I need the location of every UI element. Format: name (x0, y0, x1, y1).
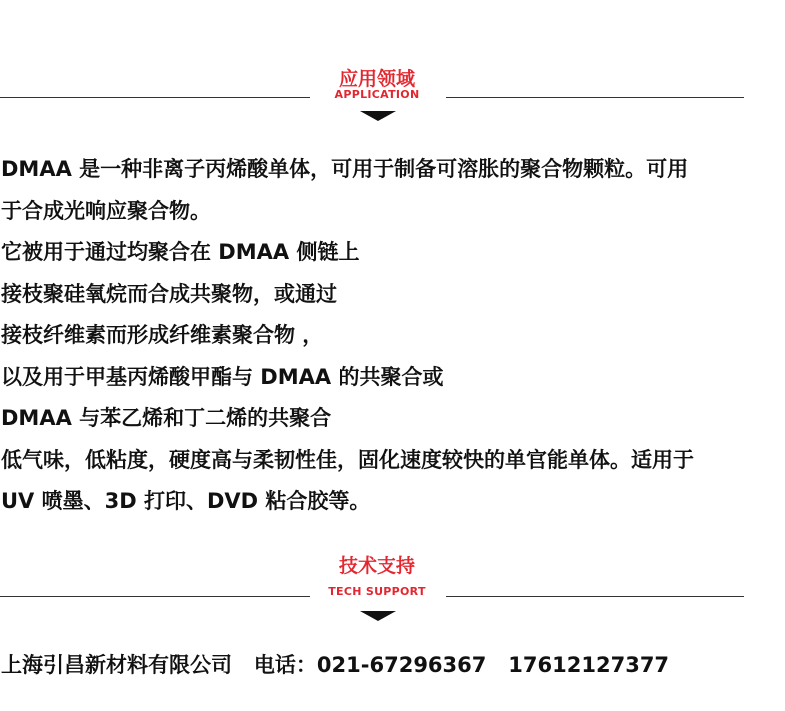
description-line: 于合成光响应聚合物。 (1, 198, 211, 223)
description-line: 接枝聚硅氧烷而合成共聚物，或通过 (1, 281, 337, 306)
support-divider-right (446, 596, 744, 597)
description-line: UV 喷墨、3D 打印、DVD 粘合胶等。 (1, 489, 371, 513)
application-description (1, 149, 785, 523)
contact-info: 上海引昌新材料有限公司 电话：021-67296367 17612127377 (1, 653, 670, 677)
support-divider-left (0, 596, 310, 597)
support-arrow-icon (360, 611, 396, 621)
application-subtitle: APPLICATION (334, 88, 420, 101)
description-line: 它被用于通过均聚合在 DMAA 侧链上 (1, 240, 360, 264)
description-line: 接枝纤维素而形成纤维素聚合物 ， (1, 323, 324, 347)
application-divider-left (0, 97, 310, 98)
description-line: 低气味，低粘度，硬度高与柔韧性佳，固化速度较快的单官能单体。适用于 (1, 447, 694, 472)
description-line: DMAA 与苯乙烯和丁二烯的共聚合 (1, 406, 332, 430)
application-title: 应用领域 (338, 68, 415, 90)
application-arrow-icon (360, 111, 396, 121)
support-title: 技术支持 (338, 555, 415, 577)
application-divider-right (446, 97, 744, 98)
description-line: DMAA 是一种非离子丙烯酸单体，可用于制备可溶胀的聚合物颗粒。可用 (1, 157, 689, 181)
support-subtitle: TECH SUPPORT (328, 585, 426, 598)
description-line: 以及用于甲基丙烯酸甲酯与 DMAA 的共聚合或 (1, 364, 444, 389)
